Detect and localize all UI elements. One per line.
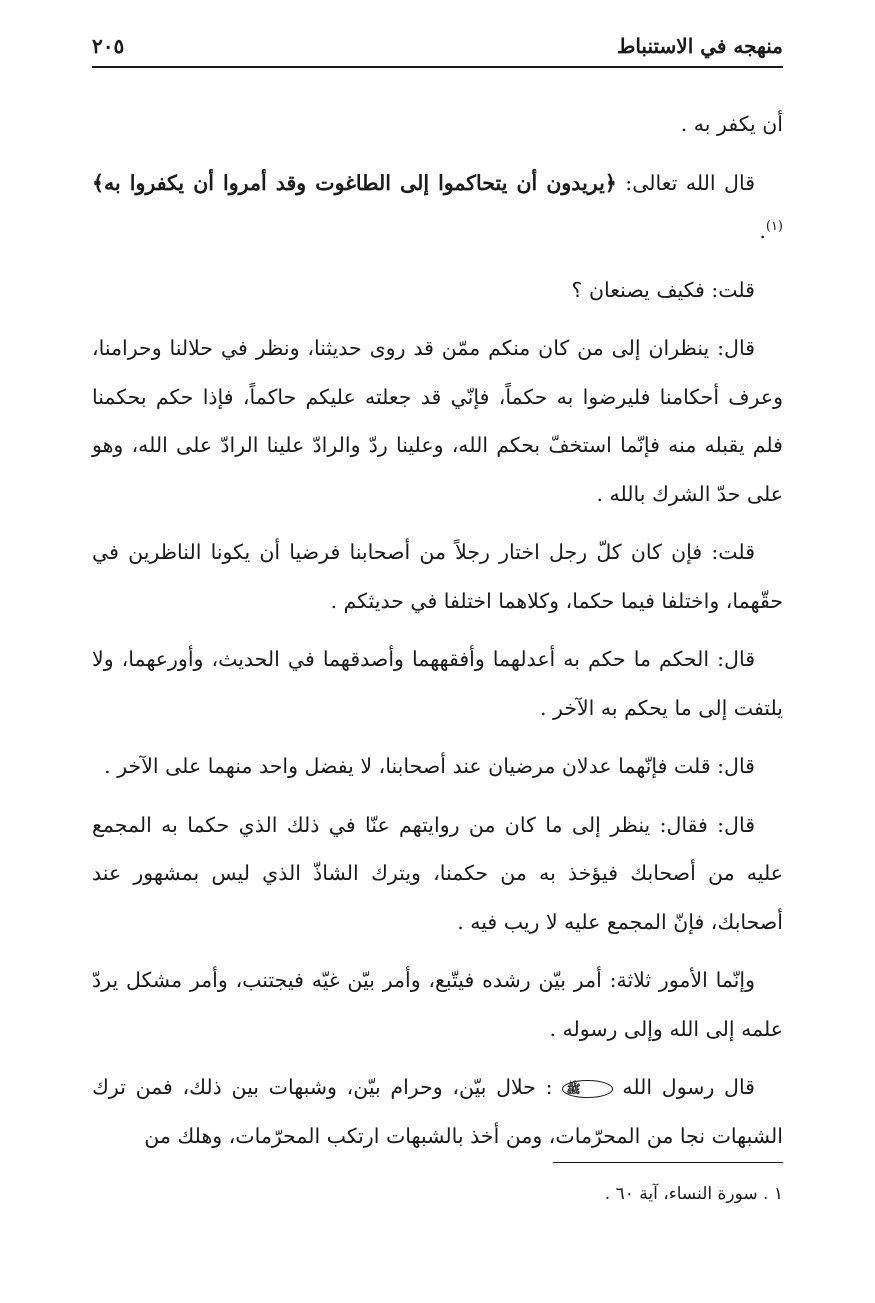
quran-intro: قال الله تعالى: (616, 170, 755, 195)
paragraph-9: وإنّما الأمور ثلاثة: أمر بيّن رشده فيتّبع، وأمر بيّن غيّه فيجتنب، وأمر مشكل يردّ علمه إلى الله وإلى رسوله . (92, 968, 783, 1041)
paragraph-3: قلت: فكيف يصنعان ؟ (571, 277, 755, 302)
footnote-divider (553, 1162, 783, 1163)
salawat-symbol: ﷺ (562, 1080, 613, 1098)
page-number: ٢٠٥ (92, 34, 125, 58)
paragraph-4: قال: ينظران إلى من كان منكم ممّن قد روى حديثنا، ونظر في حلالنا وحرامنا، وعرف أحكامنا فليرضوا به حكماً، فإنّي قد جعلته عليكم حاكماً، فإذا حكم بحكمنا فلم يقبله منه فإنّما استخفّ بحكم الله، وعلينا ردّ والرادّ علينا الرادّ على الله، وهو على حدّ الشرك بالله . (92, 336, 783, 506)
footnote: ١ . سورة النساء، آية ٦٠ . (604, 1184, 783, 1204)
paragraph-2 (92, 159, 783, 256)
running-title: منهجه في الاستنباط (616, 34, 783, 58)
paragraph-6: قال: الحكم ما حكم به أعدلهما وأفقههما وأصدقهما في الحديث، وأورعهما، ولا يلتفت إلى ما يحكم به الآخر . (92, 647, 783, 720)
paragraph-2-end: . (759, 219, 766, 243)
paragraph-5: قلت: فإن كان كلّ رجل اختار رجلاً من أصحابنا فرضيا أن يكونا الناظرين في حقّهما، واختلفا فيما حكما، وكلاهما اختلفا في حديثكم . (92, 540, 783, 613)
page-header (92, 30, 783, 68)
paragraph-1: أن يكفر به . (680, 112, 783, 136)
body-text (92, 100, 783, 1170)
paragraph-7: قال: قلت فإنّهما عدلان مرضيان عند أصحابنا، لا يفضل واحد منهما على الآخر . (104, 754, 755, 778)
paragraph-10-rest: : حلال بيّن، وحرام بيّن، وشبهات بين ذلك، فمن ترك الشبهات نجا من المحرّمات، ومن أخذ بالشبهات ارتكب المحرّمات، وهلك من (92, 1075, 783, 1148)
paragraph-8: قال: فقال: ينظر إلى ما كان من روايتهم عنّا في ذلك الذي حكما به المجمع عليه من أصحابك فيؤخذ به من حكمنا، ويترك الشاذّ الذي ليس بمشهور عند أصحابك، فإنّ المجمع عليه لا ريب فيه . (92, 812, 783, 934)
paragraph-10-start: قال رسول الله (612, 1075, 755, 1099)
paragraph-10 (92, 1063, 783, 1160)
footnote-reference: (١) (765, 219, 783, 235)
quran-verse: ﴿يريدون أن يتحاكموا إلى الطاغوت وقد أمروا أن يكفروا به﴾ (92, 170, 617, 195)
